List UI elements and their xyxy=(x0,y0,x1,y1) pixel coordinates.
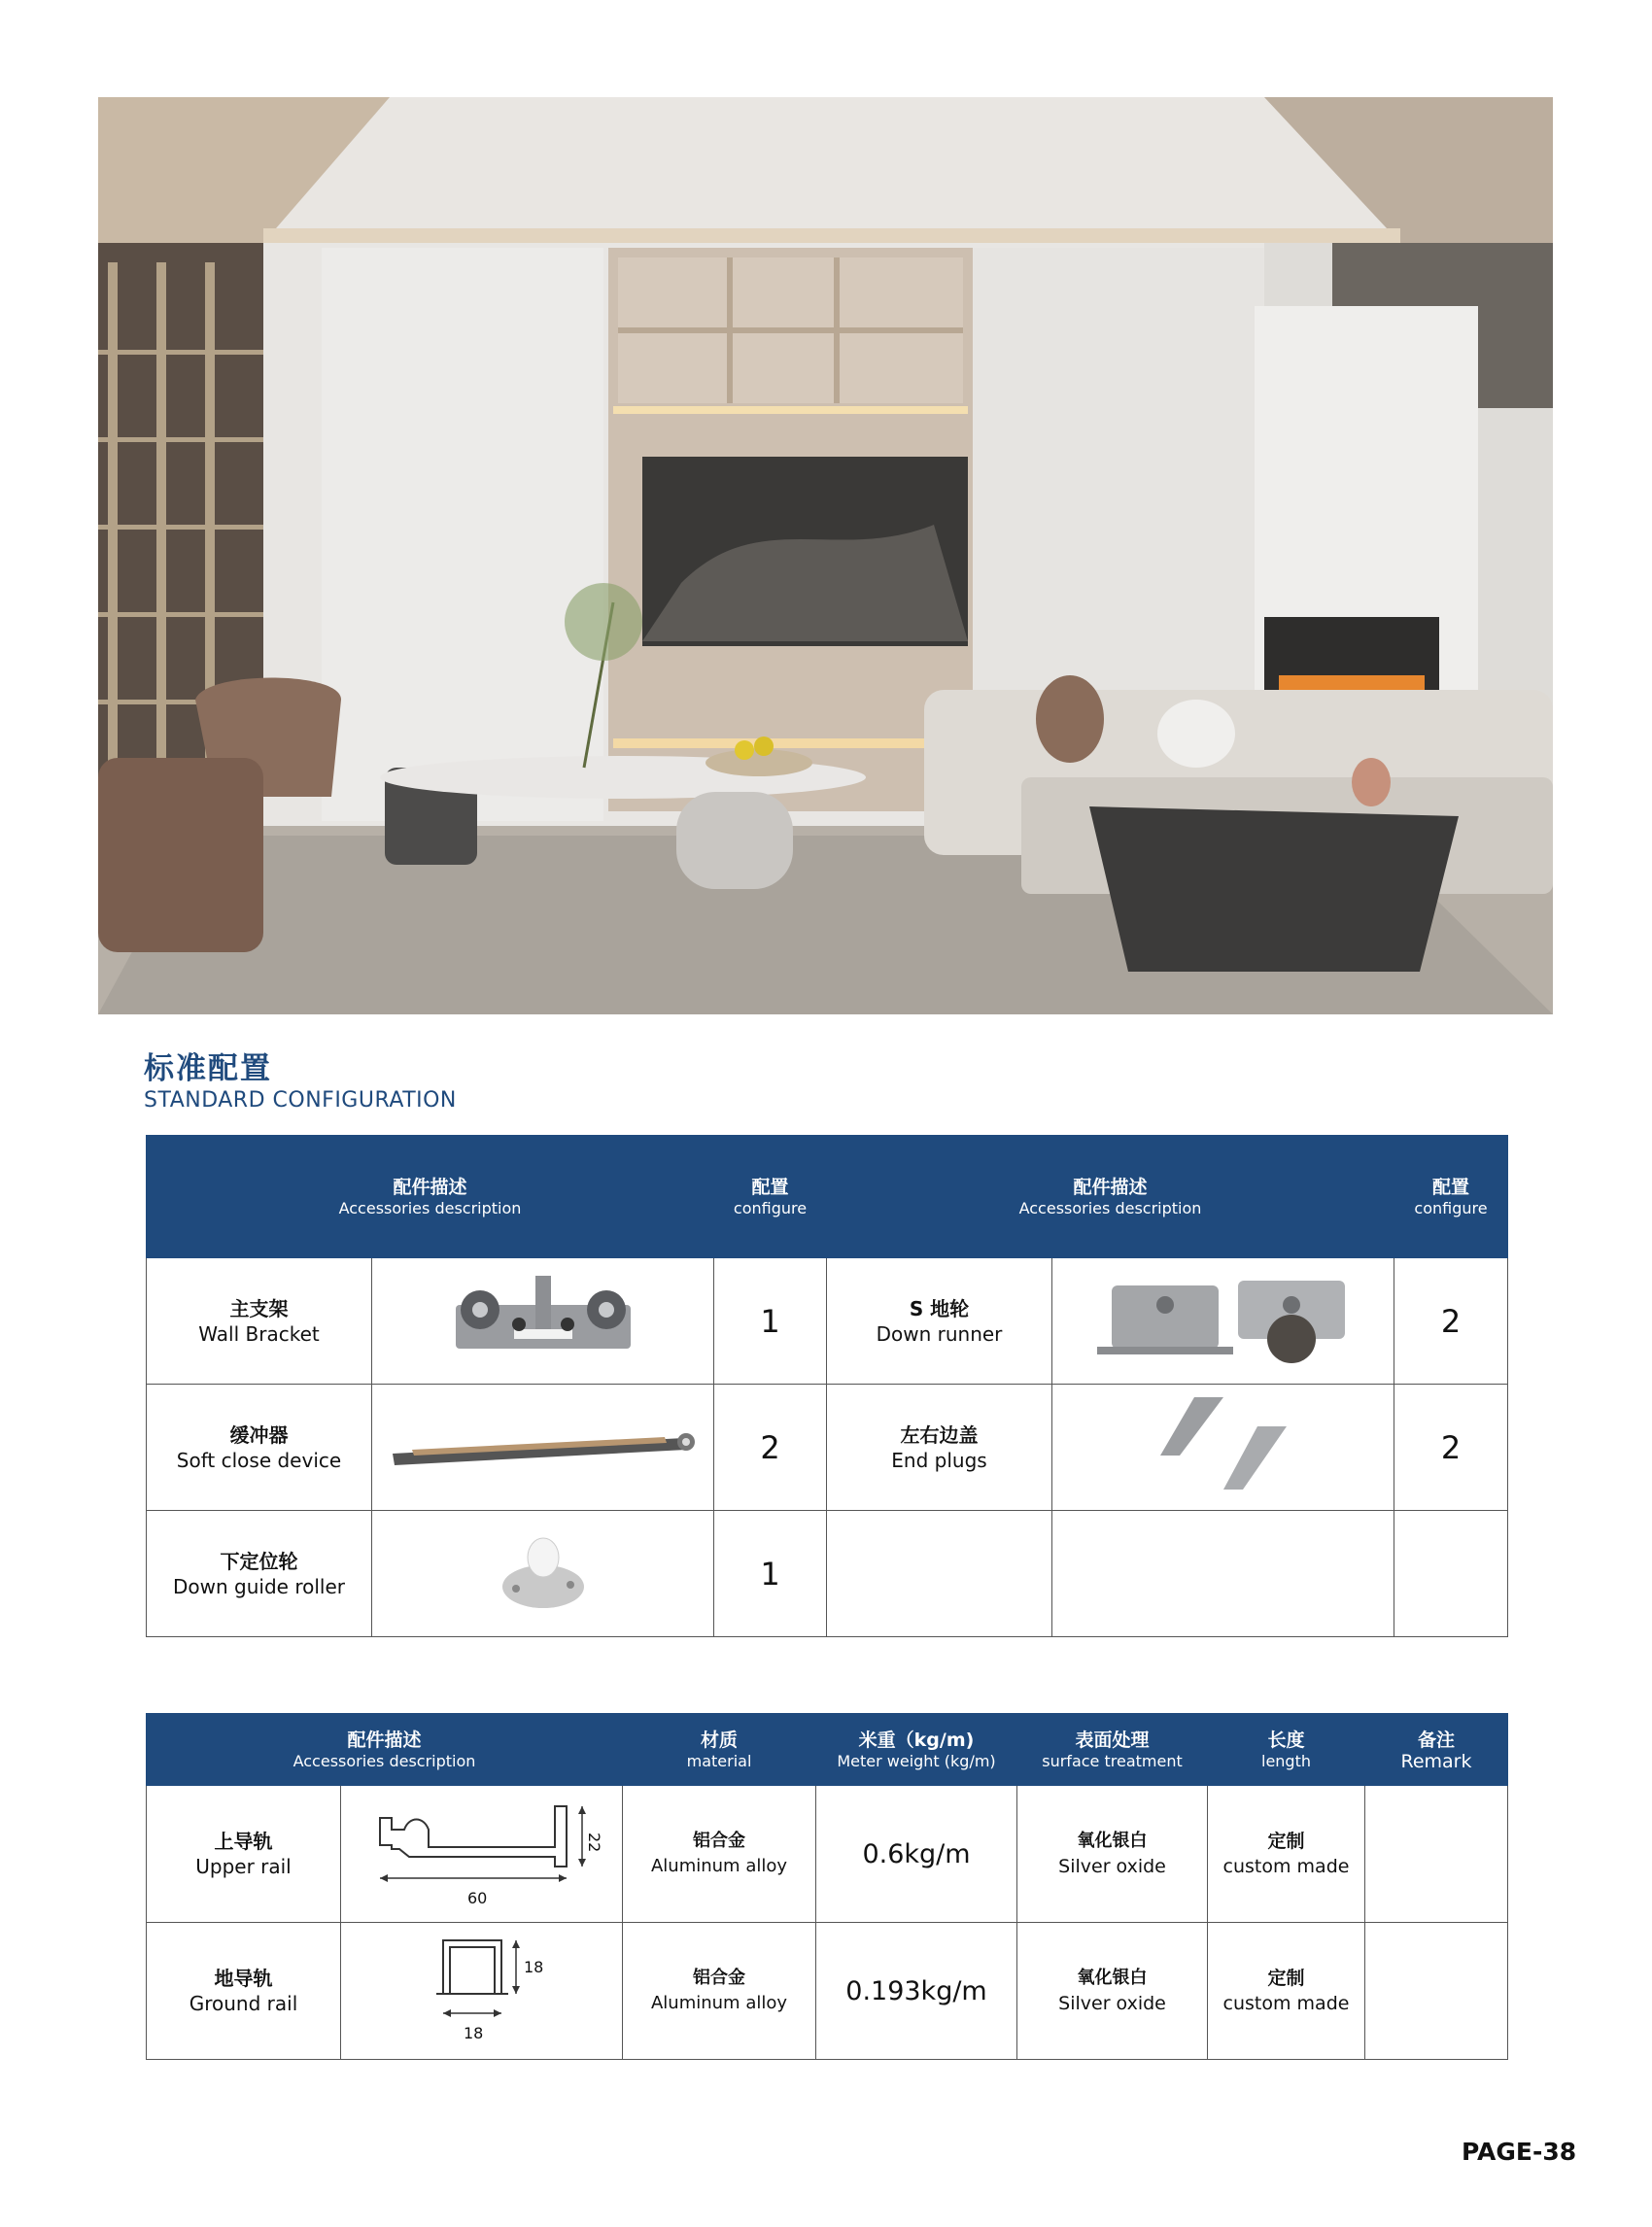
item-name xyxy=(827,1511,1052,1637)
item-name: 上导轨 Upper rail xyxy=(147,1786,341,1923)
down-guide-roller-image xyxy=(372,1511,714,1637)
item-name: 主支架 Wall Bracket xyxy=(147,1258,372,1385)
down-runner-image xyxy=(1052,1258,1394,1385)
table-header-row xyxy=(147,1714,1508,1786)
surface-treatment: 氧化银白 Silver oxide xyxy=(1017,1923,1208,2060)
table-header-row xyxy=(147,1136,1508,1258)
table-row xyxy=(147,1923,1508,2060)
width-dimension-label: 18 xyxy=(463,2024,483,2042)
length: 定制 custom made xyxy=(1208,1923,1365,2060)
rail-specification-table xyxy=(146,1713,1508,2060)
material: 铝合金 Aluminum alloy xyxy=(623,1923,816,2060)
empty-image-cell xyxy=(1052,1511,1394,1637)
header-surface-treatment: 表面处理 surface treatment xyxy=(1017,1714,1208,1786)
height-dimension-label: 18 xyxy=(523,1958,543,1976)
remark xyxy=(1365,1923,1508,2060)
section-title-en: STANDARD CONFIGURATION xyxy=(144,1088,457,1113)
living-room-photo xyxy=(98,97,1553,1014)
table-row xyxy=(147,1385,1508,1511)
table-row xyxy=(147,1511,1508,1637)
item-name: 地导轨 Ground rail xyxy=(147,1923,341,2060)
item-quantity: 1 xyxy=(714,1511,827,1637)
height-dimension-label: 22 xyxy=(584,1833,603,1853)
end-plugs-image xyxy=(1052,1385,1394,1511)
upper-rail-profile-drawing xyxy=(341,1786,623,1923)
length: 定制 custom made xyxy=(1208,1786,1365,1923)
meter-weight: 0.6kg/m xyxy=(816,1786,1017,1923)
page-number: PAGE-38 xyxy=(1462,2138,1577,2166)
item-name: S 地轮 Down runner xyxy=(827,1258,1052,1385)
header-accessories-description: 配件描述 Accessories description xyxy=(147,1714,623,1786)
configuration-table xyxy=(146,1135,1508,1637)
item-name: 缓冲器 Soft close device xyxy=(147,1385,372,1511)
table-row xyxy=(147,1786,1508,1923)
wall-bracket-image xyxy=(372,1258,714,1385)
item-quantity: 2 xyxy=(1394,1258,1508,1385)
header-remark: 备注 Remark xyxy=(1365,1714,1508,1786)
header-length: 长度 length xyxy=(1208,1714,1365,1786)
width-dimension-label: 60 xyxy=(466,1889,487,1907)
item-quantity: 1 xyxy=(714,1258,827,1385)
item-quantity: 2 xyxy=(1394,1385,1508,1511)
item-quantity xyxy=(1394,1511,1508,1637)
meter-weight: 0.193kg/m xyxy=(816,1923,1017,2060)
item-name: 下定位轮 Down guide roller xyxy=(147,1511,372,1637)
surface-treatment: 氧化银白 Silver oxide xyxy=(1017,1786,1208,1923)
section-title-cn: 标准配置 xyxy=(144,1051,272,1086)
material: 铝合金 Aluminum alloy xyxy=(623,1786,816,1923)
header-configure: 配置 configure xyxy=(714,1136,827,1258)
header-meter-weight: 米重（kg/m) Meter weight (kg/m) xyxy=(816,1714,1017,1786)
header-configure: 配置 configure xyxy=(1394,1136,1508,1258)
header-accessories-description: 配件描述 Accessories description xyxy=(147,1136,714,1258)
item-quantity: 2 xyxy=(714,1385,827,1511)
header-accessories-description: 配件描述 Accessories description xyxy=(827,1136,1394,1258)
soft-close-device-image xyxy=(372,1385,714,1511)
header-material: 材质 material xyxy=(623,1714,816,1786)
table-row xyxy=(147,1258,1508,1385)
ground-rail-profile-drawing xyxy=(341,1923,623,2060)
item-name: 左右边盖 End plugs xyxy=(827,1385,1052,1511)
remark xyxy=(1365,1786,1508,1923)
